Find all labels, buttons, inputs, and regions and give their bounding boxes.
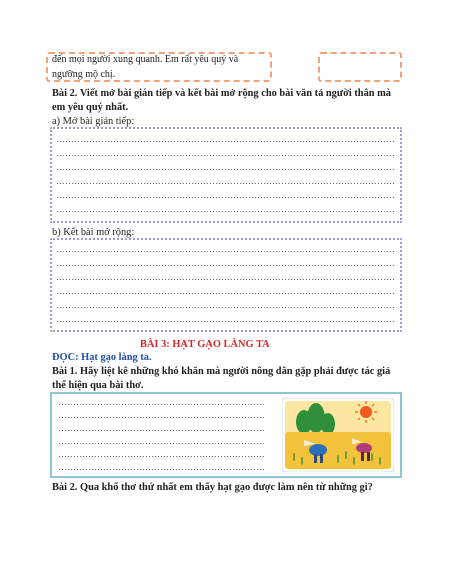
answer-line (56, 155, 396, 156)
answer-line (58, 469, 266, 470)
answer-line (58, 417, 266, 418)
sun-icon (360, 406, 372, 418)
answer-line (56, 307, 396, 308)
answer-line (58, 430, 266, 431)
answer-line (56, 141, 396, 142)
answer-line (58, 443, 266, 444)
bai3-q1-line-1: Bài 1. Hãy liệt kê những khó khăn mà người nông dân gặp phải được tác giả (52, 366, 391, 377)
answer-line (56, 183, 396, 184)
answer-line (56, 211, 396, 212)
answer-line (56, 251, 396, 252)
answer-line (56, 197, 396, 198)
answer-line (56, 265, 396, 266)
answer-area-ket-bai[interactable] (50, 238, 402, 332)
answer-line (56, 293, 396, 294)
bai3-heading: BÀI 3: HẠT GẠO LÀNG TA (140, 339, 270, 350)
answer-box-small (318, 52, 402, 82)
bai3-q1-line-2: thể hiện qua bài thơ. (52, 380, 144, 391)
answer-line (56, 279, 396, 280)
answer-line (56, 321, 396, 322)
bai2-part-a-label: a) Mở bài gián tiếp: (52, 116, 135, 127)
rice-farmers-illustration (282, 398, 394, 472)
bai2-title-line-2: em yêu quý nhất. (52, 102, 129, 113)
answer-line (56, 169, 396, 170)
intro-line-1: đến mọi người xung quanh. Em rất yêu quý và (52, 54, 239, 65)
answer-line (58, 404, 266, 405)
bai3-q2: Bài 2. Qua khổ thơ thứ nhất em thấy hạt gạo được làm nên từ những gì? (52, 482, 373, 493)
bai2-part-b-label: b) Kết bài mở rộng: (52, 227, 135, 238)
intro-line-2: ngưỡng mộ chị. (52, 69, 116, 80)
bai2-title-line-1: Bài 2. Viết mở bài gián tiếp và kết bài mở rộng cho bài văn tả người thân mà (52, 88, 391, 99)
answer-line (58, 456, 266, 457)
reading-title: ĐỌC: Hạt gạo làng ta. (52, 352, 152, 363)
